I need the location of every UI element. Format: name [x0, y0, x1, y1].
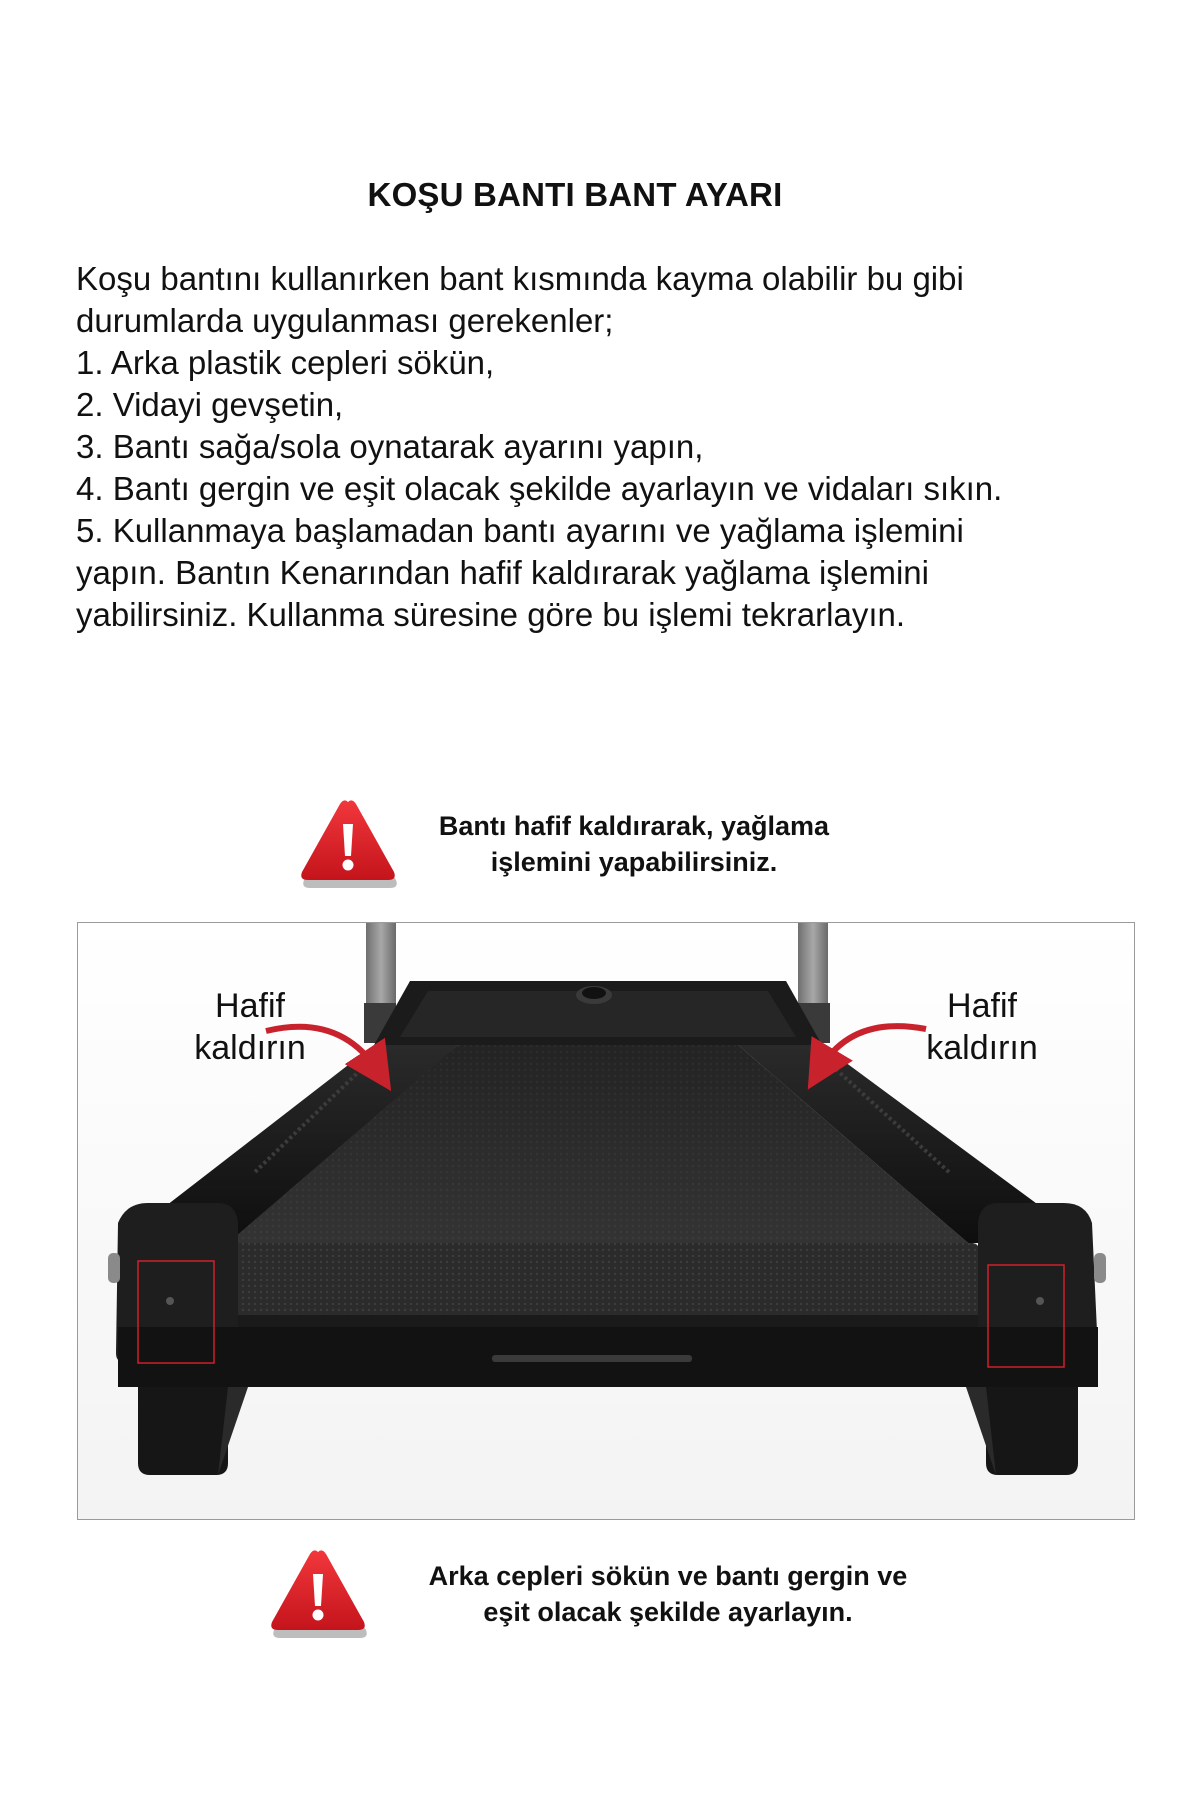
instruction-line: Koşu bantını kullanırken bant kısmında kayma olabilir bu gibi — [76, 260, 964, 297]
lift-label-left-line1: Hafif — [215, 987, 285, 1025]
warning-icon — [296, 798, 400, 890]
warning-top-line1: Bantı hafif kaldırarak, yağlama — [438, 811, 830, 841]
lift-label-right-line1: Hafif — [947, 987, 1017, 1025]
instruction-step-4: 4. Bantı gergin ve eşit olacak şekilde ayarlayın ve vidaları sıkın. — [76, 470, 1003, 507]
instruction-step-1: 1. Arka plastik cepleri sökün, — [76, 344, 495, 381]
instruction-step-2: 2. Vidayi gevşetin, — [76, 386, 344, 423]
page-title: KOŞU BANTI BANT AYARI — [367, 176, 783, 213]
lift-label-left-line2: kaldırın — [194, 1029, 306, 1067]
lift-label-left — [170, 985, 330, 1069]
warning-bottom — [266, 1548, 948, 1640]
warning-bottom-line2: eşit olacak şekilde ayarlayın. — [483, 1597, 853, 1627]
instruction-step-5: 5. Kullanmaya başlamadan bantı ayarını ve yağlama işlemini — [76, 512, 964, 549]
instruction-line: yapın. Bantın Kenarından hafif kaldırarak yağlama işlemini — [76, 554, 929, 591]
lift-label-right — [902, 985, 1062, 1069]
instruction-step-3: 3. Bantı sağa/sola oynatarak ayarını yapın, — [76, 428, 704, 465]
lift-label-right-line2: kaldırın — [926, 1029, 1038, 1067]
warning-top — [296, 798, 844, 890]
warning-top-line2: işlemini yapabilirsiniz. — [490, 847, 778, 877]
warning-top-text — [424, 808, 844, 880]
instruction-line: yabilirsiniz. Kullanma süresine göre bu işlemi tekrarlayın. — [76, 596, 906, 633]
warning-bottom-line1: Arka cepleri sökün ve bantı gergin ve — [428, 1561, 908, 1591]
treadmill-photo — [77, 922, 1135, 1520]
instructions-text — [76, 258, 1156, 636]
instruction-line: durumlarda uygulanması gerekenler; — [76, 302, 614, 339]
warning-icon — [266, 1548, 370, 1640]
warning-bottom-text — [388, 1558, 948, 1630]
